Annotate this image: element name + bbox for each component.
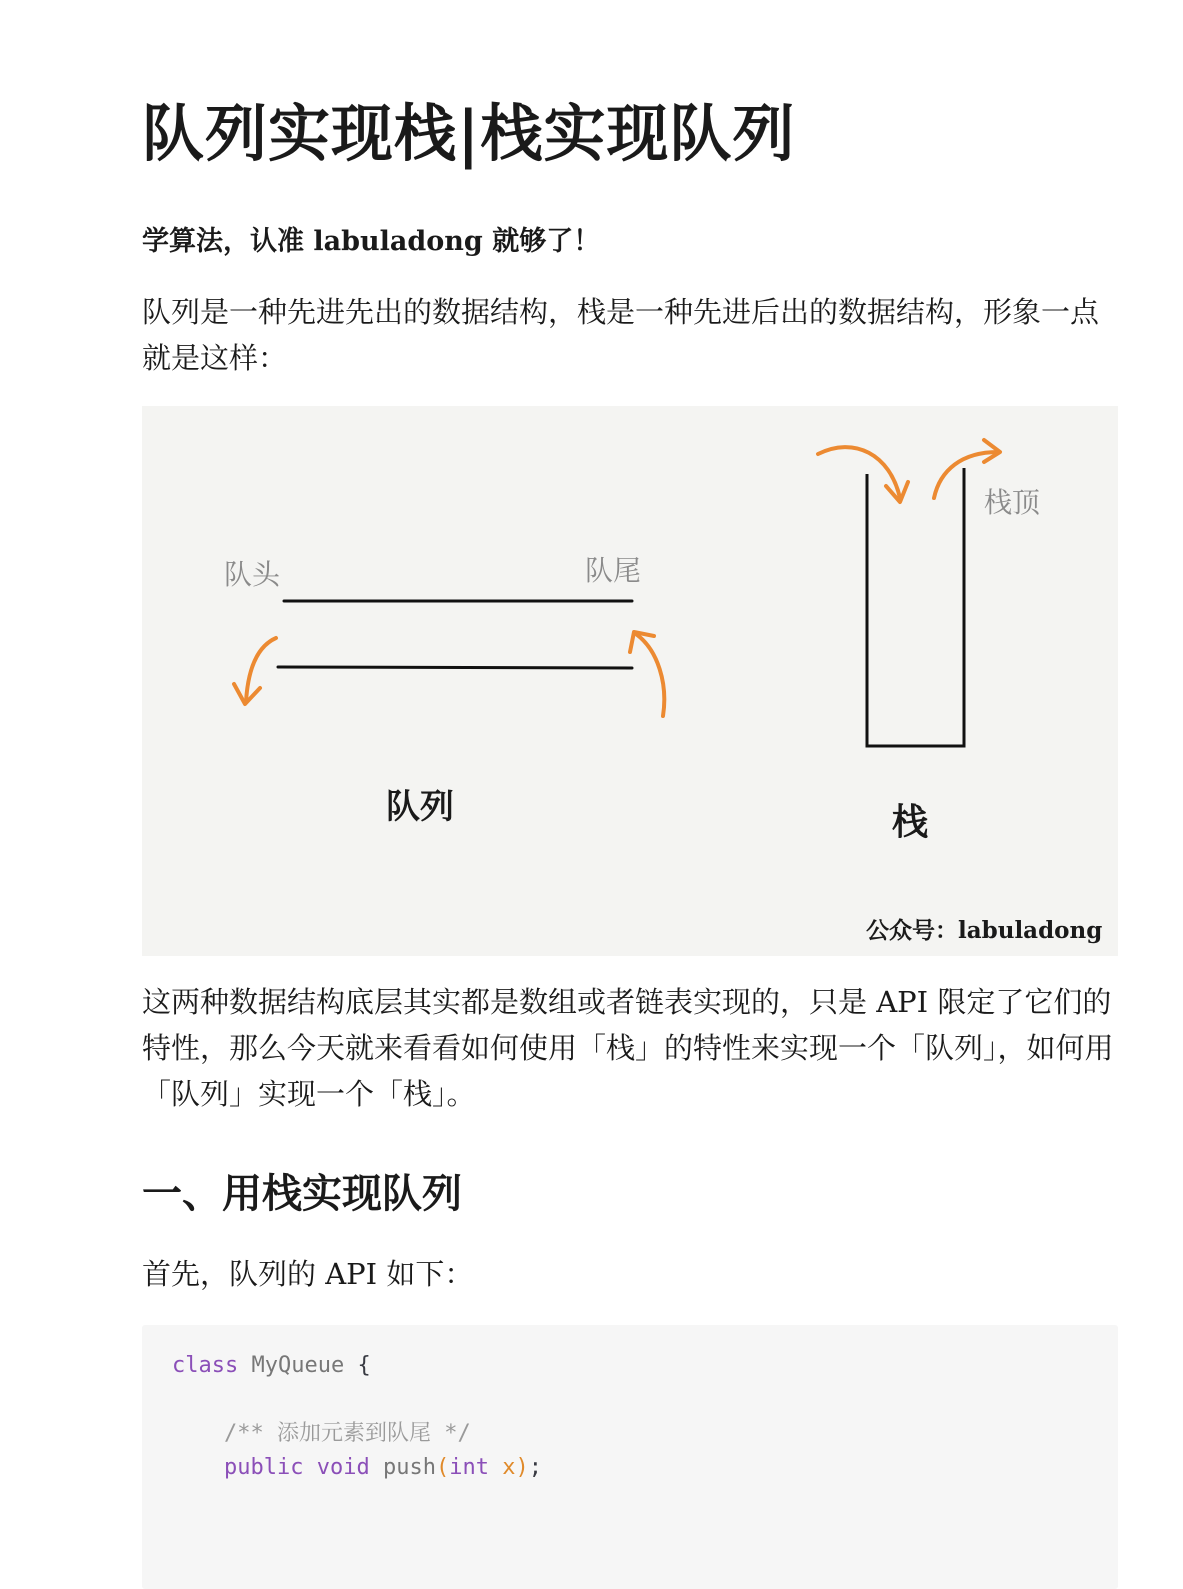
code-comment: /** 添加元素到队尾 */ — [224, 1421, 471, 1446]
code-paren: ( — [435, 1455, 450, 1480]
queue-stack-figure — [142, 406, 1118, 956]
code-method: push — [382, 1455, 436, 1480]
code-keyword: void — [316, 1455, 370, 1480]
queue-tail-label: 队尾 — [585, 555, 642, 586]
code-line-class — [172, 1349, 371, 1383]
code-line-push — [224, 1451, 542, 1485]
enqueue-arrow-icon — [636, 634, 664, 716]
api-intro-paragraph: 首先，队列的 API 如下： — [142, 1257, 474, 1291]
stack-container — [867, 468, 964, 746]
code-paren: ) — [515, 1455, 529, 1480]
dequeue-arrow-icon — [246, 638, 276, 702]
queue-bottom-line — [278, 667, 632, 668]
code-param: x — [502, 1455, 516, 1480]
description-paragraph: 这两种数据结构底层其实都是数组或者链表实现的，只是 API 限定了它们的特性，那么今天就来看看如何使用「栈」的特性来实现一个「队列」，如何用「队列」实现一个「栈」。 — [142, 985, 1114, 1111]
page-title: 队列实现栈|栈实现队列 — [142, 97, 796, 170]
code-block — [142, 1325, 1118, 1589]
code-brace: { — [357, 1353, 371, 1378]
code-class-name: MyQueue — [251, 1353, 345, 1378]
code-keyword: int — [449, 1455, 489, 1480]
section-heading: 一、用栈实现队列 — [142, 1170, 462, 1217]
watermark: 公众号：labuladong — [866, 917, 1103, 944]
queue-head-label: 队头 — [224, 559, 281, 590]
queue-stack-diagram — [142, 406, 1118, 956]
intro-paragraph: 队列是一种先进先出的数据结构，栈是一种先进后出的数据结构，形象一点就是这样： — [142, 295, 1100, 375]
code-line-comment — [224, 1417, 471, 1451]
code-keyword: public — [224, 1455, 304, 1480]
stack-label: 栈 — [892, 802, 929, 843]
code-semicolon: ; — [528, 1455, 542, 1480]
code-keyword: class — [172, 1353, 239, 1378]
slogan: 学算法，认准 labuladong 就够了！ — [142, 226, 601, 257]
queue-label: 队列 — [386, 787, 454, 827]
stack-top-label: 栈顶 — [984, 487, 1041, 518]
